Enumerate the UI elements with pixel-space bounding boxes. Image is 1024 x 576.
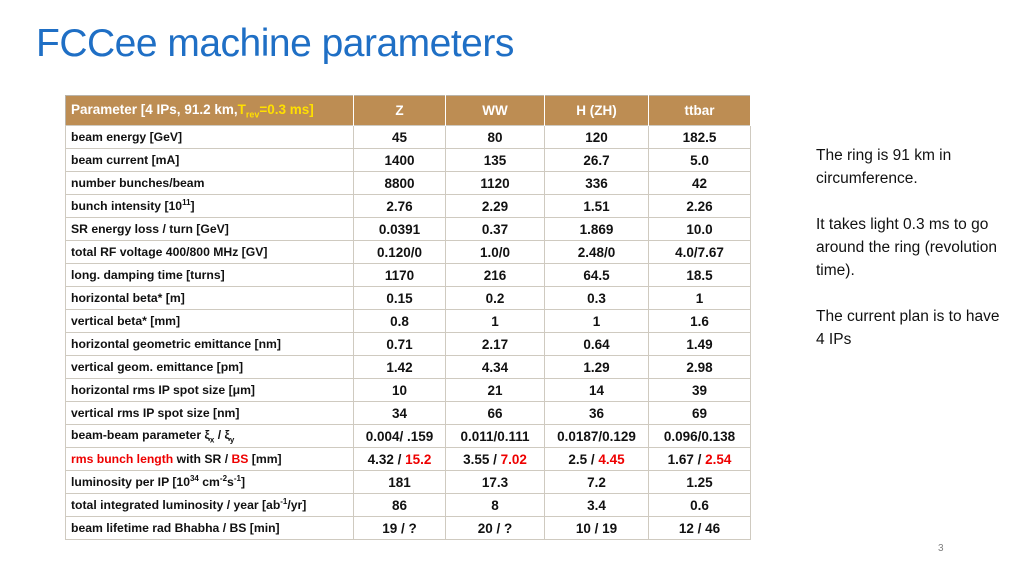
cell-ttbar: 39	[649, 379, 751, 402]
cell-ww: 216	[446, 264, 545, 287]
cell-h: 336	[545, 172, 649, 195]
cell-z: 0.8	[354, 310, 446, 333]
row-label: horizontal rms IP spot size [μm]	[66, 379, 354, 402]
cell-z: 1400	[354, 149, 446, 172]
cell-z: 86	[354, 494, 446, 517]
cell-z: 2.76	[354, 195, 446, 218]
cell-ww: 80	[446, 126, 545, 149]
cell-h: 0.0187/0.129	[545, 425, 649, 448]
table-row	[66, 241, 751, 264]
cell-ttbar: 1.49	[649, 333, 751, 356]
row-label: beam lifetime rad Bhabha / BS [min]	[66, 517, 354, 540]
cell-h: 7.2	[545, 471, 649, 494]
cell-ttbar: 10.0	[649, 218, 751, 241]
cell-ttbar: 1.25	[649, 471, 751, 494]
cell-ww: 2.29	[446, 195, 545, 218]
note-revolution-time: It takes light 0.3 ms to go around the ring (revolution time).	[816, 216, 997, 279]
row-label: vertical beta* [mm]	[66, 310, 354, 333]
cell-ww: 3.55 / 7.02	[446, 448, 545, 471]
note-circumference: The ring is 91 km in circumference.	[816, 147, 952, 187]
header-parameter: Parameter [4 IPs, 91.2 $km,T_{rev}=0.3$ ms]	[66, 96, 354, 126]
table-row	[66, 471, 751, 494]
row-label: total RF voltage 400/800 MHz [GV]	[66, 241, 354, 264]
cell-z: 181	[354, 471, 446, 494]
cell-h: 26.7	[545, 149, 649, 172]
page-number: 3	[938, 543, 944, 554]
cell-h: 2.48/0	[545, 241, 649, 264]
table-row	[66, 126, 751, 149]
notes-panel	[816, 144, 1006, 374]
table-row	[66, 494, 751, 517]
table-row	[66, 356, 751, 379]
cell-ttbar: 1.6	[649, 310, 751, 333]
header-z: Z	[354, 96, 446, 126]
row-label: horizontal geometric emittance [nm]	[66, 333, 354, 356]
cell-ttbar: 5.0	[649, 149, 751, 172]
cell-ww: 1.0/0	[446, 241, 545, 264]
cell-ww: 66	[446, 402, 545, 425]
header-ttbar: ttbar	[649, 96, 751, 126]
table-row	[66, 402, 751, 425]
row-label: beam-beam parameter $\xi_x / \xi_y$	[66, 425, 354, 448]
cell-z: 0.15	[354, 287, 446, 310]
cell-h: 14	[545, 379, 649, 402]
cell-z: 8800	[354, 172, 446, 195]
cell-ttbar: 18.5	[649, 264, 751, 287]
row-label: luminosity per IP [$10^{34}$ $cm^{-2}s^{-1}$]	[66, 471, 354, 494]
cell-z: 1170	[354, 264, 446, 287]
slide-title: FCCee machine parameters	[36, 22, 514, 65]
table-header-row	[66, 96, 751, 126]
table-row	[66, 448, 751, 471]
cell-h: 36	[545, 402, 649, 425]
cell-h: 0.64	[545, 333, 649, 356]
cell-h: 1.29	[545, 356, 649, 379]
header-h: H (ZH)	[545, 96, 649, 126]
note-ip-count: The current plan is to have 4 IPs	[816, 308, 1000, 348]
table-row	[66, 517, 751, 540]
cell-z: 4.32 / 15.2	[354, 448, 446, 471]
cell-h: 0.3	[545, 287, 649, 310]
cell-h: 10 / 19	[545, 517, 649, 540]
cell-h: 2.5 / 4.45	[545, 448, 649, 471]
cell-h: 120	[545, 126, 649, 149]
cell-ww: 135	[446, 149, 545, 172]
row-label: rms bunch length with SR / BS [mm]	[66, 448, 354, 471]
row-label: horizontal beta* [m]	[66, 287, 354, 310]
cell-z: 1.42	[354, 356, 446, 379]
table-row	[66, 379, 751, 402]
table-row	[66, 264, 751, 287]
cell-h: 1.869	[545, 218, 649, 241]
table-row	[66, 310, 751, 333]
cell-h: 3.4	[545, 494, 649, 517]
table-row	[66, 333, 751, 356]
cell-ww: 1120	[446, 172, 545, 195]
cell-ttbar: 69	[649, 402, 751, 425]
cell-ttbar: 1.67 / 2.54	[649, 448, 751, 471]
cell-ww: 0.011/0.111	[446, 425, 545, 448]
cell-ww: 2.17	[446, 333, 545, 356]
row-label: long. damping time [turns]	[66, 264, 354, 287]
cell-z: 0.71	[354, 333, 446, 356]
table-row	[66, 287, 751, 310]
row-label: vertical rms IP spot size [nm]	[66, 402, 354, 425]
cell-ttbar: 1	[649, 287, 751, 310]
cell-ttbar: 182.5	[649, 126, 751, 149]
table-row	[66, 195, 751, 218]
cell-z: 0.0391	[354, 218, 446, 241]
cell-h: 1.51	[545, 195, 649, 218]
row-label: vertical geom. emittance [pm]	[66, 356, 354, 379]
cell-ww: 4.34	[446, 356, 545, 379]
cell-ttbar: 2.26	[649, 195, 751, 218]
parameter-table	[65, 95, 751, 540]
cell-z: 10	[354, 379, 446, 402]
table-row	[66, 425, 751, 448]
cell-h: 64.5	[545, 264, 649, 287]
row-label: number bunches/beam	[66, 172, 354, 195]
cell-ww: 8	[446, 494, 545, 517]
row-label: beam current [mA]	[66, 149, 354, 172]
cell-ttbar: 2.98	[649, 356, 751, 379]
cell-z: 19 / ?	[354, 517, 446, 540]
row-label: beam energy [GeV]	[66, 126, 354, 149]
cell-ttbar: 42	[649, 172, 751, 195]
cell-ww: 1	[446, 310, 545, 333]
cell-ww: 17.3	[446, 471, 545, 494]
table-row	[66, 172, 751, 195]
cell-ww: 20 / ?	[446, 517, 545, 540]
cell-z: 45	[354, 126, 446, 149]
cell-ttbar: 0.6	[649, 494, 751, 517]
table-row	[66, 149, 751, 172]
header-ww: WW	[446, 96, 545, 126]
cell-ttbar: 4.0/7.67	[649, 241, 751, 264]
cell-z: 0.120/0	[354, 241, 446, 264]
cell-ttbar: 0.096/0.138	[649, 425, 751, 448]
cell-ww: 0.2	[446, 287, 545, 310]
cell-ww: 0.37	[446, 218, 545, 241]
row-label: SR energy loss / turn [GeV]	[66, 218, 354, 241]
cell-h: 1	[545, 310, 649, 333]
table-row	[66, 218, 751, 241]
row-label: total integrated luminosity / year $[ab^{-1}/yr]$	[66, 494, 354, 517]
row-label: bunch intensity $[10^{11}]$	[66, 195, 354, 218]
cell-ttbar: 12 / 46	[649, 517, 751, 540]
cell-z: 0.004/ .159	[354, 425, 446, 448]
cell-ww: 21	[446, 379, 545, 402]
cell-z: 34	[354, 402, 446, 425]
